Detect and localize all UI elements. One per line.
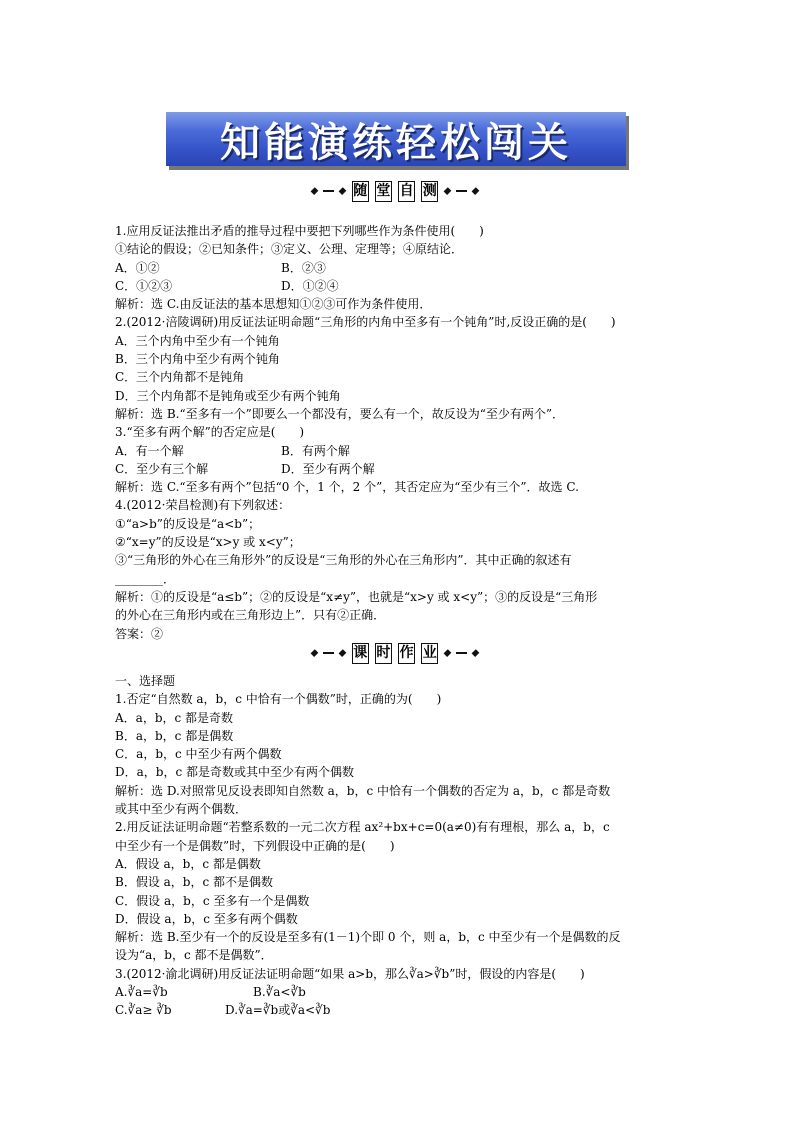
option: D．至少有两个解 (281, 461, 375, 476)
option: C．①②③ (115, 278, 173, 293)
dash-divider (323, 652, 334, 654)
option: D．a，b，c 都是奇数或其中至少有两个偶数 (115, 765, 354, 780)
statement-line: ①“a>b”的反设是“a<b”； (115, 516, 261, 531)
section-char: 堂 (375, 181, 392, 202)
section-char: 自 (398, 181, 415, 202)
answer-blank: ________． (115, 571, 176, 586)
question-line: 1.否定“自然数 a，b，c 中恰有一个偶数”时，正确的为( ) (115, 692, 442, 707)
option: B．假设 a，b，c 都不是偶数 (115, 875, 274, 890)
section-char: 测 (421, 181, 438, 202)
option: B．三个内角中至少有两个钝角 (115, 352, 280, 367)
section-char: 业 (421, 643, 438, 664)
option: C．假设 a，b，c 至多有一个是偶数 (115, 893, 310, 908)
analysis-line: 解析：选 B.至少有一个的反设是至多有(1－1)个即 0 个，则 a，b，c 中至少有一个是偶数的反 (115, 930, 621, 945)
diamond-icon (311, 649, 319, 657)
option: B．②③ (281, 260, 326, 275)
analysis-line: 解析：①的反设是“a≤b”；②的反设是“x≠y”，也就是“x>y 或 x<y”；③的反设是“三角形 (115, 589, 598, 604)
question-line: 2.用反证法证明命题“若整系数的一元二次方程 ax²+bx+c=0(a≠0)有有理根，那么 a，b，c (115, 820, 610, 835)
analysis-line: 的外心在三角形内或在三角形边上”．只有②正确． (115, 608, 386, 623)
question-line: 中至少有一个是偶数”时，下列假设中正确的是( ) (115, 838, 395, 853)
analysis-line: 或其中至少有两个偶数． (115, 802, 248, 817)
option: D．①②④ (281, 278, 339, 293)
section-char: 时 (375, 643, 392, 664)
option: B．有两个解 (281, 443, 350, 458)
option: A．①② (115, 260, 160, 275)
question-line: 1.应用反证法推出矛盾的推导过程中要把下列哪些作为条件使用( ) (115, 224, 484, 238)
title-banner (166, 112, 626, 166)
option: A．假设 a，b，c 都是偶数 (115, 856, 261, 871)
question-line: ①结论的假设；②已知条件；③定义、公理、定理等；④原结论． (115, 242, 464, 257)
analysis-line: 解析：选 D.对照常见反设表即知自然数 a，b，c 中恰有一个偶数的否定为 a，b，c 都是奇数 (115, 783, 611, 798)
option: B.∛a<∛b (253, 985, 306, 1000)
options-row (115, 983, 685, 1001)
diamond-icon (444, 649, 452, 657)
homework-section (115, 672, 685, 1020)
part-heading: 一、选择题 (115, 674, 176, 688)
option: D．三个内角都不是钝角或至少有两个钝角 (115, 388, 341, 403)
diamond-icon (311, 187, 319, 195)
section-header-homework (310, 642, 480, 664)
option: A．三个内角中至少有一个钝角 (115, 333, 280, 348)
option: B．a，b，c 都是偶数 (115, 728, 234, 743)
banner-title: 知能演练轻松闯关 (220, 118, 572, 166)
practice-section (115, 222, 685, 643)
section-header-practice (310, 180, 480, 202)
dash-divider (456, 190, 467, 192)
option: C．a，b，c 中至少有两个偶数 (115, 747, 282, 762)
analysis-line: 解析：选 B.“至多有一个”即要么一个都没有，要么有一个，故反设为“至少有两个”． (115, 406, 564, 421)
section-char: 课 (352, 643, 369, 664)
statement-line: ③“三角形的外心在三角形外”的反设是“三角形的外心在三角形内”．其中正确的叙述有 (115, 553, 572, 568)
option: C.∛a≥ ∛b (115, 1003, 172, 1018)
options-row (115, 442, 685, 460)
options-row (115, 1001, 685, 1019)
analysis-line: 设为“a，b，c 都不是偶数”． (115, 948, 273, 963)
options-row (115, 460, 685, 478)
option: C．三个内角都不是钝角 (115, 370, 245, 385)
diamond-icon (472, 649, 480, 657)
question-line: 3.“至多有两个解”的否定应是( ) (115, 425, 305, 440)
analysis-line: 解析：选 C.由反证法的基本思想知①②③可作为条件使用． (115, 297, 432, 312)
option: A．有一个解 (115, 443, 184, 458)
dash-divider (456, 652, 467, 654)
section-char: 随 (352, 181, 369, 202)
question-line: 4.(2012·荣昌检测)有下列叙述： (115, 498, 291, 513)
option: D.∛a=∛b或∛a<∛b (225, 1003, 331, 1018)
options-row (115, 277, 685, 295)
dash-divider (323, 190, 334, 192)
section-char: 作 (398, 643, 415, 664)
question-line: 3.(2012·渝北调研)用反证法证明命题“如果 a>b，那么∛a>∛b”时，假设的内容是( ) (115, 966, 585, 981)
diamond-icon (339, 187, 347, 195)
option: C．至少有三个解 (115, 461, 209, 476)
option: D．假设 a，b，c 至多有两个偶数 (115, 911, 298, 926)
options-row (115, 259, 685, 277)
diamond-icon (472, 187, 480, 195)
answer-line: 答案：② (115, 626, 164, 641)
statement-line: ②“x=y”的反设是“x>y 或 x<y”； (115, 535, 301, 550)
diamond-icon (339, 649, 347, 657)
analysis-line: 解析：选 C.“至多有两个”包括“0 个，1 个，2 个”，其否定应为“至少有三个”．故选 C. (115, 480, 579, 495)
option: A．a，b，c 都是奇数 (115, 710, 234, 725)
option: A.∛a=∛b (115, 985, 168, 1000)
question-line: 2.(2012·涪陵调研)用反证法证明命题“三角形的内角中至多有一个钝角”时,反设正确的是( ) (115, 315, 616, 330)
diamond-icon (444, 187, 452, 195)
